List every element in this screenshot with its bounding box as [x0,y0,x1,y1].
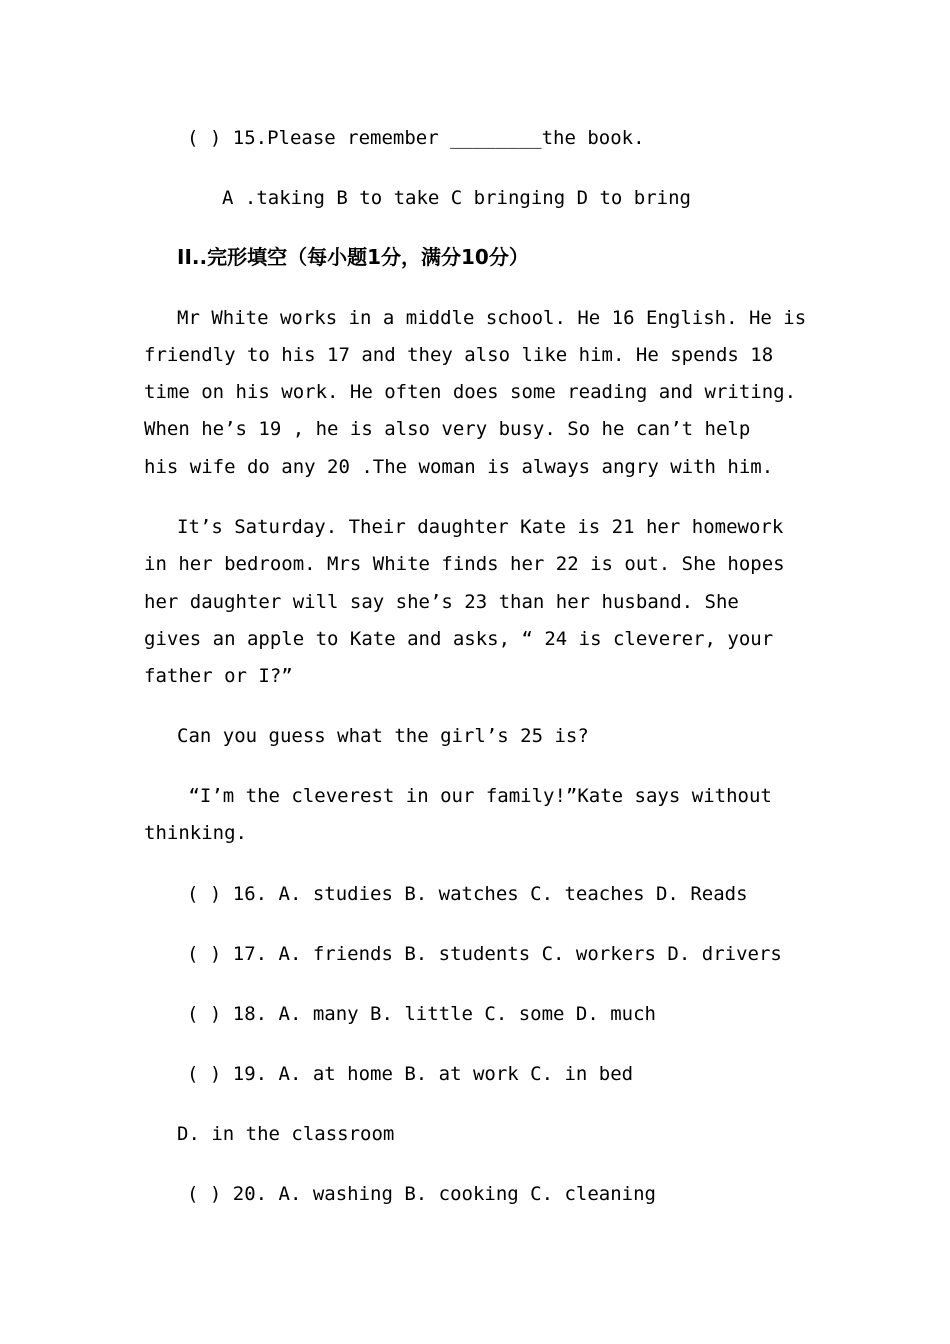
passage-line: her daughter will say she’s 23 than her husband. She [144,591,739,613]
question-16: ( ) 16. A. studies B. watches C. teaches D. Reads [187,883,748,905]
passage-line: Can you guess what the girl’s 25 is? [177,725,589,747]
question-15: ( ) 15.Please remember ________the book. [187,127,645,149]
passage-line: his wife do any 20 .The woman is always angry with him. [144,456,774,478]
passage-line: father or I?” [144,665,293,687]
question-17: ( ) 17. A. friends B. students C. workers D. drivers [187,943,782,965]
passage-line: When he’s 19 , he is also very busy. So he can’t help [144,418,751,440]
passage-line: friendly to his 17 and they also like him. He spends 18 [144,344,774,366]
passage-line: thinking. [144,822,247,844]
passage-line: Mr White works in a middle school. He 16 English. He is [177,307,807,329]
passage-line: It’s Saturday. Their daughter Kate is 21 her homework [177,516,784,538]
passage-line: in her bedroom. Mrs White finds her 22 is out. She hopes [144,553,785,575]
question-18: ( ) 18. A. many B. little C. some D. much [187,1003,656,1025]
question-19: ( ) 19. A. at home B. at work C. in bed [187,1063,634,1085]
question-19-option-d: D. in the classroom [177,1123,395,1145]
section-heading: II..完形填空（每小题1分，满分10分） [177,245,529,269]
question-15-options: A .taking B to take C bringing D to bring [222,187,691,209]
question-20: ( ) 20. A. washing B. cooking C. cleaning [187,1183,656,1205]
passage-line: “I’m the cleverest in our family!”Kate says without [177,785,772,807]
passage-line: gives an apple to Kate and asks, “ 24 is cleverer, your [144,628,774,650]
passage-line: time on his work. He often does some reading and writing. [144,381,797,403]
